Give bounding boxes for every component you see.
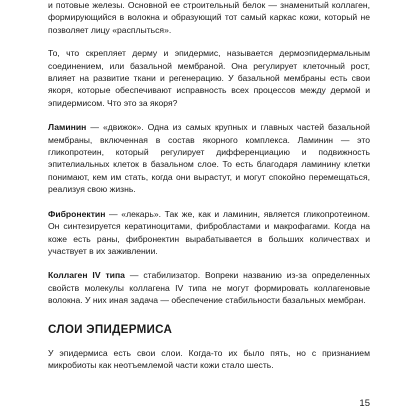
fibronectin-description: — «лекарь». Так же, как и ламинин, является гликопротеином. Он синтезируется кератиноцитами, фибробластами и макрофагами. Когда на коже есть раны, фибронектин вырабатывается в больших количествах и участвует в их заживлении. (48, 208, 370, 256)
term-laminin: Ламинин (48, 122, 87, 133)
paragraph-fibronectin (48, 208, 370, 258)
paragraph-basement-membrane: То, что скрепляет дерму и эпидермис, называется дермоэпидермальным соединением, или базальной мембраной. Она регулирует клеточный рост, влияет на развитие ткани и регенерацию. У базальной мембраны есть свои якоря, которые обеспечивают исправность всех процессов между дермой и эпидермисом. Что это за якоря? (48, 48, 370, 108)
text-column (48, 0, 370, 371)
paragraph-epidermis-layers: У эпидермиса есть свои слои. Когда-то их было пять, но с признанием микробиоты как неотъемлемой части кожи стало шесть. (48, 347, 370, 370)
paragraph-intro: и потовые железы. Основной ее строительный белок — знаменитый коллаген, формирующийся в волокна и образующий тот самый каркас кожи, который не позволяет лицу «расплыться». (48, 0, 370, 35)
term-collagen-iv: Коллаген IV типа (48, 270, 125, 281)
paragraph-collagen-iv (48, 269, 370, 306)
page-number: 15 (359, 398, 370, 409)
section-heading-epidermis-layers: СЛОИ ЭПИДЕРМИСА (48, 322, 173, 336)
collagen-iv-description: — стабилизатор. Вопреки названию из-за определенных свойств молекулы коллагена IV типа не могут формировать коллагеновые волокна. У них иная задача — обеспечение стабильности базальных мембран. (48, 270, 370, 306)
paragraph-laminin (48, 121, 370, 195)
term-fibronectin: Фибронектин (48, 208, 106, 219)
laminin-description: — «движок». Одна из самых крупных и главных частей базальной мембраны, включенная в состав якорного комплекса. Ламинин — это гликопротеин, который регулирует дифференциацию и подвижность эпителиальных клеток в базальном слое. То есть благодаря ламинину клетки понимают, кем им стать, когда они вырастут, и могут спокойно перемещаться, реализуя свою жизнь. (48, 122, 370, 195)
